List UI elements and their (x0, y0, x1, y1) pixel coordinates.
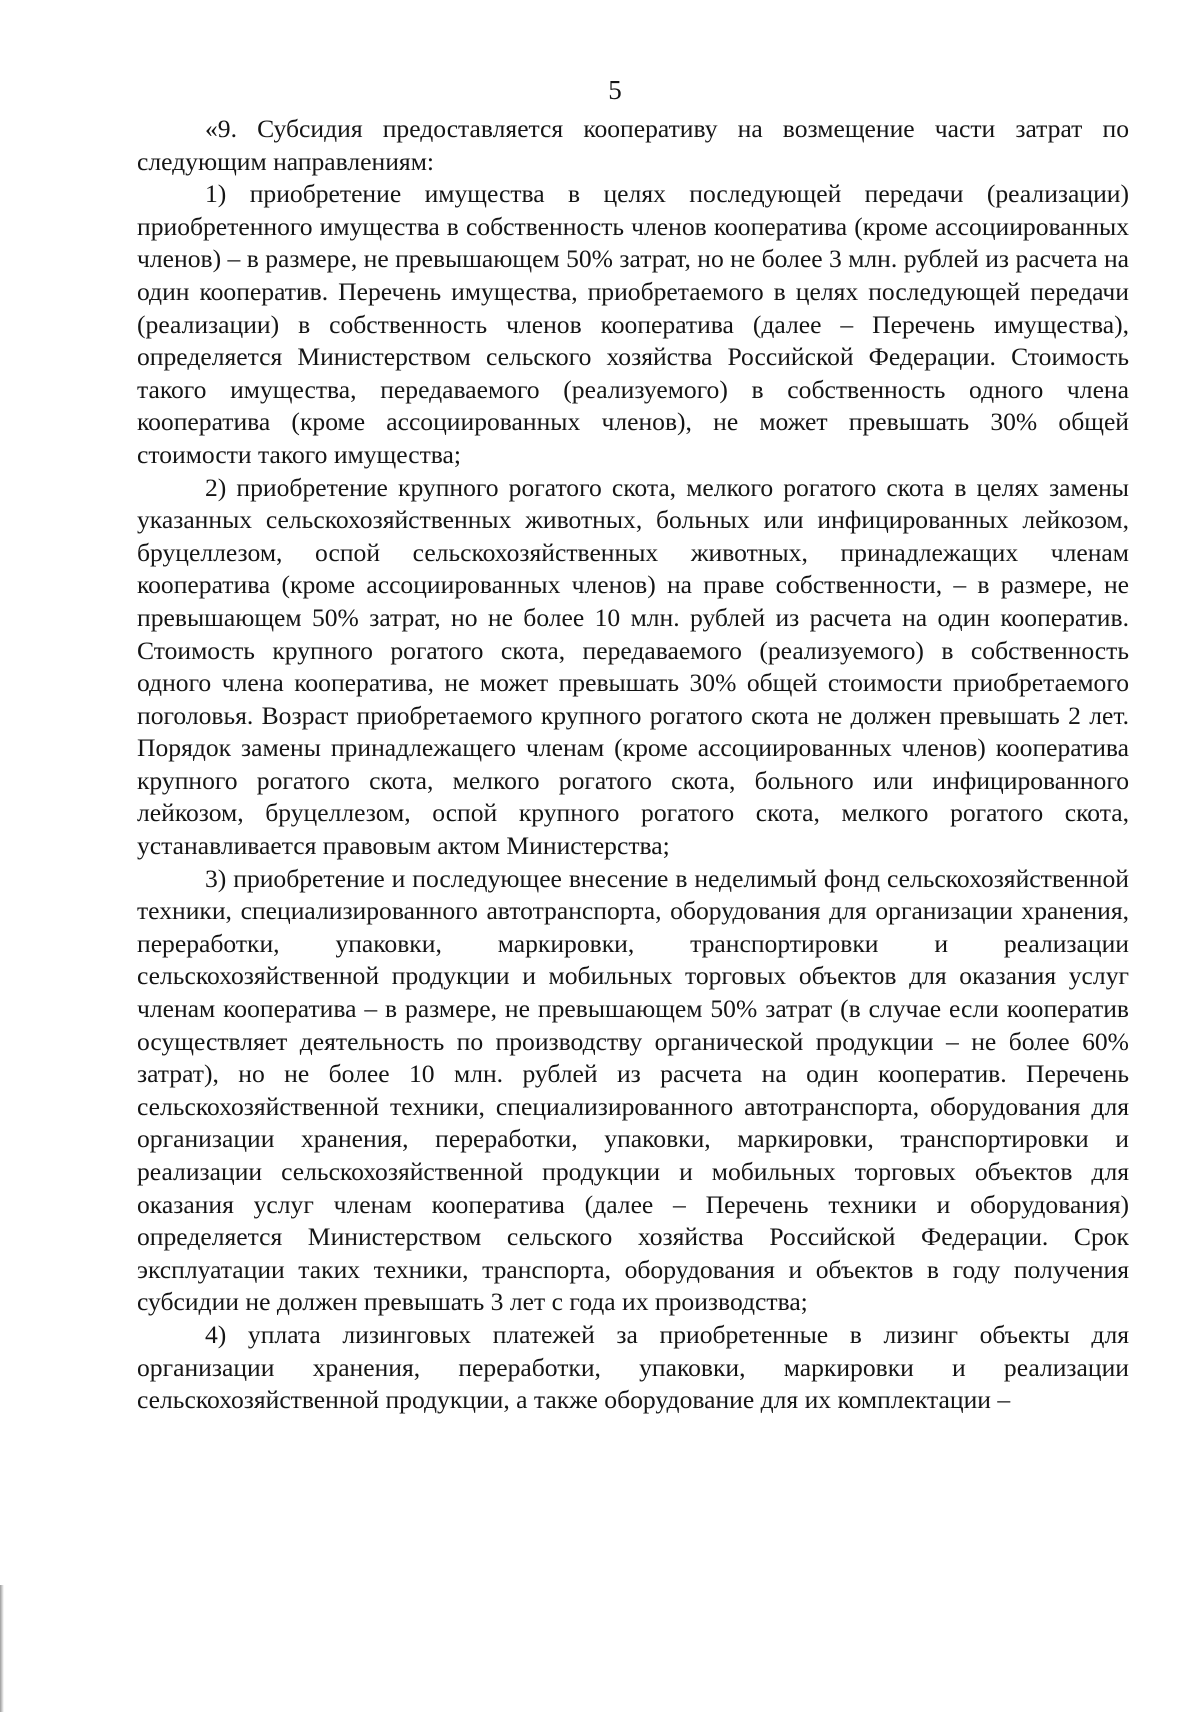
page-number: 5 (608, 75, 622, 105)
paragraph-clause-9-intro: «9. Субсидия предоставляется кооперативу на возмещение части затрат по следующим направлениям: (137, 114, 1129, 176)
paragraph-item-2: 2) приобретение крупного рогатого скота, мелкого рогатого скота в целях замены указанных сельскохозяйственных животных, больных или инфицированных лейкозом, бруцеллезом, оспой сельскохозяйственных животных, принадлежащих членам кооператива (кроме ассоциированных членов) на праве собственности, – в размере, не превышающем 50% затрат, но не более 10 млн. рублей из расчета на один кооператив. Стоимость крупного рогатого скота, передаваемого (реализуемого) в собственность одного члена кооператива, не может превышать 30% общей стоимости приобретаемого поголовья. Возраст приобретаемого крупного рогатого скота не должен превышать 2 лет. Порядок замены принадлежащего членам (кроме ассоциированных членов) кооператива крупного рогатого скота, мелкого рогатого скота, больного или инфицированного лейкозом, бруцеллезом, оспой крупного рогатого скота, мелкого рогатого скота, устанавливается правовым актом Министерства; (137, 472, 1129, 861)
paragraph-item-3: 3) приобретение и последующее внесение в неделимый фонд сельскохозяйственной техники, специализированного автотранспорта, оборудования для организации хранения, переработки, упаковки, маркировки, транспортировки и реализации сельскохозяйственной продукции и мобильных торговых объектов для оказания услуг членам кооператива – в размере, не превышающем 50% затрат (в случае если кооператив осуществляет деятельность по производству органической продукции – не более 60% затрат), но не более 10 млн. рублей из расчета на один кооператив. Перечень сельскохозяйственной техники, специализированного автотранспорта, оборудования для организации хранения, переработки, упаковки, маркировки, транспортировки и реализации сельскохозяйственной продукции и мобильных торговых объектов для оказания услуг членам кооператива (далее – Перечень техники и оборудования) определяется Министерством сельского хозяйства Российской Федерации. Срок эксплуатации таких техники, транспорта, оборудования и объектов в году получения субсидии не должен превышать 3 лет с года их производства; (137, 863, 1129, 1317)
scan-edge-shadow (0, 1585, 4, 1712)
paragraph-item-4: 4) уплата лизинговых платежей за приобретенные в лизинг объекты для организации хранения, переработки, упаковки, маркировки и реализации сельскохозяйственной продукции, а также оборудование для их комплектации – (137, 1319, 1129, 1415)
paragraph-item-1: 1) приобретение имущества в целях последующей передачи (реализации) приобретенного имущества в собственность членов кооператива (кроме ассоциированных членов) – в размере, не превышающем 50% затрат, но не более 3 млн. рублей из расчета на один кооператив. Перечень имущества, приобретаемого в целях последующей передачи (реализации) в собственность членов кооператива (далее – Перечень имущества), определяется Министерством сельского хозяйства Российской Федерации. Стоимость такого имущества, передаваемого (реализуемого) в собственность одного члена кооператива (кроме ассоциированных членов), не может превышать 30% общей стоимости такого имущества; (137, 179, 1129, 469)
document-body (137, 113, 1129, 1417)
